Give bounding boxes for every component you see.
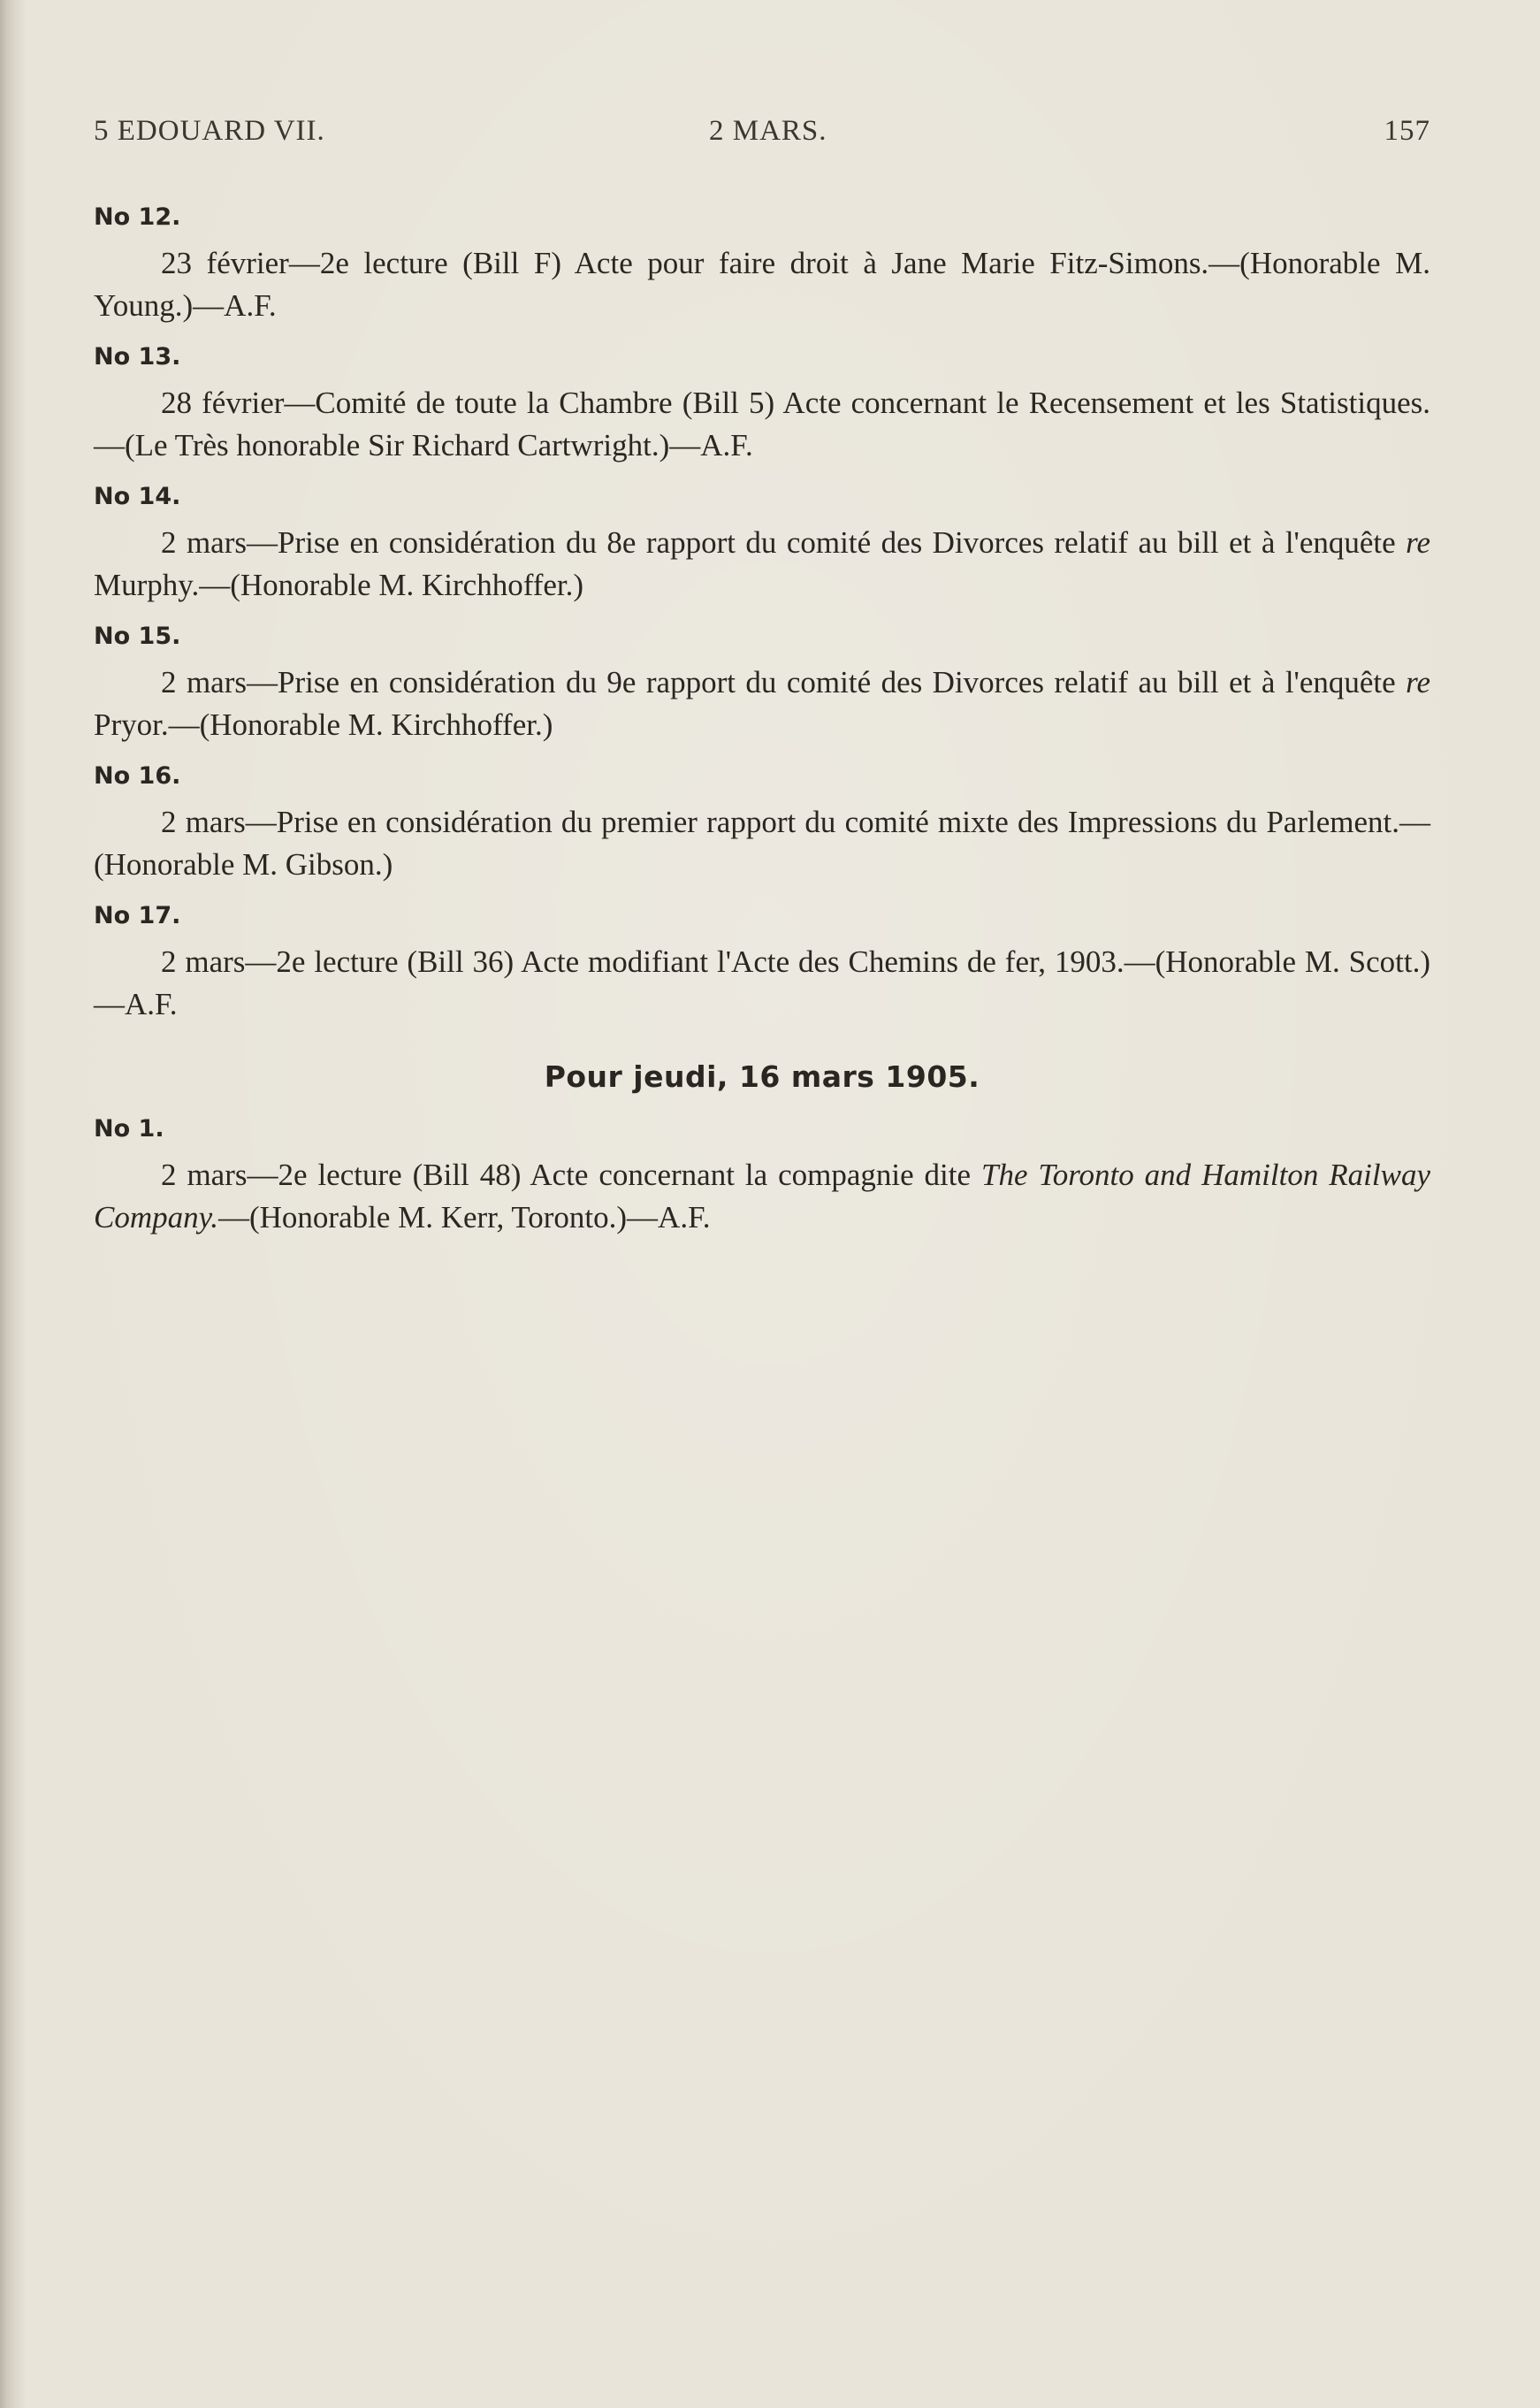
entry-number-13: No 13. bbox=[94, 343, 181, 371]
entry-number-14: No 14. bbox=[94, 483, 181, 510]
entry-text-16: 2 mars—Prise en considération du premier rapport du comité mixte des Impressions du Parlement.—(Honorable M. Gibson.) bbox=[94, 805, 1430, 882]
entry-number-12: No 12. bbox=[94, 203, 181, 231]
section-title: Pour jeudi, 16 mars 1905. bbox=[544, 1059, 980, 1094]
order-paper-body bbox=[94, 200, 1430, 1251]
entry-number-16: No 16. bbox=[94, 762, 181, 790]
entry-text-14-a: 2 mars—Prise en considération du 8e rapport du comité des Divorces relatif au bill et à l'enquête bbox=[161, 525, 1407, 560]
section-entry-number-1: No 1. bbox=[94, 1115, 164, 1143]
section-entry-text-1-b: —(Honorable M. Kerr, Toronto.)—A.F. bbox=[217, 1200, 711, 1235]
entry-text-15-a: 2 mars—Prise en considération du 9e rapport du comité des Divorces relatif au bill et à l'enquête bbox=[161, 665, 1407, 699]
section-entry-company-name: The Toronto and Hamilton Railway Company. bbox=[94, 1158, 1431, 1235]
running-header bbox=[94, 115, 1430, 150]
entry-number-15: No 15. bbox=[94, 623, 181, 650]
header-regnal-year: 5 EDOUARD VII. bbox=[94, 115, 325, 147]
entry-text-15 bbox=[94, 661, 1430, 746]
header-date: 2 MARS. bbox=[709, 115, 827, 147]
page-number: 157 bbox=[1384, 115, 1430, 147]
entry-text-14-re: re bbox=[1406, 525, 1430, 560]
entry-text-14 bbox=[94, 522, 1430, 607]
entry-text-17: 2 mars—2e lecture (Bill 36) Acte modifiant l'Acte des Chemins de fer, 1903.—(Honorable M. Scott.)—A.F. bbox=[94, 944, 1430, 1021]
entry-text-14-b: Murphy.—(Honorable M. Kirchhoffer.) bbox=[94, 568, 584, 602]
entry-text-13: 28 février—Comité de toute la Chambre (Bill 5) Acte concernant le Recensement et les Statistiques.—(Le Très honorable Sir Richard Cartwright.)—A.F. bbox=[94, 386, 1430, 462]
entry-text-15-re: re bbox=[1406, 665, 1430, 699]
entry-text-15-b: Pryor.—(Honorable M. Kirchhoffer.) bbox=[94, 707, 553, 742]
section-entry-text-1 bbox=[94, 1154, 1430, 1239]
entry-number-17: No 17. bbox=[94, 902, 181, 929]
binding-edge bbox=[0, 0, 27, 2408]
entry-text-12: 23 février—2e lecture (Bill F) Acte pour faire droit à Jane Marie Fitz-Simons.—(Honorable M. Young.)—A.F. bbox=[94, 246, 1430, 323]
section-entry-text-1-a: 2 mars—2e lecture (Bill 48) Acte concernant la compagnie dite bbox=[161, 1158, 981, 1192]
